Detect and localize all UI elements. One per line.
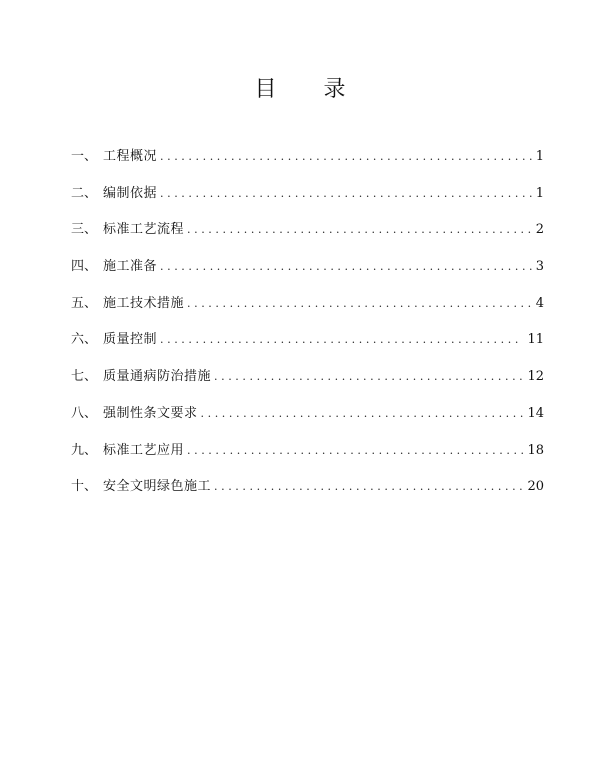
toc-entry-number: 四、	[71, 259, 98, 275]
toc-dot-leader	[187, 441, 523, 461]
toc-entry-page: 14	[527, 405, 544, 421]
toc-entry-number: 三、	[71, 222, 98, 238]
toc-entry-number: 九、	[71, 442, 98, 458]
toc-entry-page: 4	[535, 295, 544, 311]
toc-entry-number: 六、	[71, 332, 98, 348]
toc-entry-number: 一、	[71, 149, 98, 164]
toc-dot-leader	[160, 330, 523, 350]
toc-entry	[71, 220, 544, 257]
toc-dot-leader	[214, 367, 523, 387]
toc-entry-page: 1	[535, 185, 544, 201]
toc-entry	[71, 184, 544, 221]
toc-dot-leader	[160, 257, 532, 277]
toc-entry-page: 20	[527, 479, 544, 495]
toc-entry-page: 2	[535, 222, 544, 238]
toc-entry-text: 施工准备	[103, 259, 158, 275]
toc-entry-text: 标准工艺流程	[103, 222, 185, 238]
toc-entry-number: 十、	[71, 479, 98, 495]
toc-dot-leader	[160, 147, 532, 167]
toc-dot-leader	[160, 184, 532, 204]
toc-entry-page: 1	[535, 149, 544, 164]
toc-entry-number: 八、	[71, 405, 98, 421]
toc-entry	[71, 294, 544, 331]
toc-dot-leader	[214, 477, 523, 497]
toc-entry-text: 编制依据	[103, 185, 158, 201]
toc-entry	[71, 257, 544, 294]
toc-entry-text: 标准工艺应用	[103, 442, 185, 458]
toc-entry-text: 质量控制	[103, 332, 158, 348]
toc-entry-text: 强制性条文要求	[103, 405, 198, 421]
toc-entry-page: 11	[527, 332, 544, 348]
page-title: 目 录	[254, 77, 366, 102]
toc-entry-text: 工程概况	[103, 149, 158, 164]
toc-dot-leader	[187, 294, 532, 314]
toc-entry-number: 二、	[71, 185, 98, 201]
toc-entry	[71, 441, 544, 478]
toc-entry	[71, 147, 544, 184]
toc-entry-page: 3	[535, 259, 544, 275]
toc-entry-text: 安全文明绿色施工	[103, 479, 212, 495]
toc-entry	[71, 330, 544, 367]
table-of-contents	[71, 147, 544, 514]
toc-entry-page: 18	[527, 442, 544, 458]
toc-entry	[71, 404, 544, 441]
toc-dot-leader	[187, 220, 532, 240]
toc-entry-text: 质量通病防治措施	[103, 369, 212, 385]
toc-entry-number: 五、	[71, 295, 98, 311]
toc-entry	[71, 477, 544, 514]
toc-dot-leader	[201, 404, 524, 424]
toc-entry-text: 施工技术措施	[103, 295, 185, 311]
toc-entry-number: 七、	[71, 369, 98, 385]
toc-entry	[71, 367, 544, 404]
toc-entry-page: 12	[527, 369, 544, 385]
